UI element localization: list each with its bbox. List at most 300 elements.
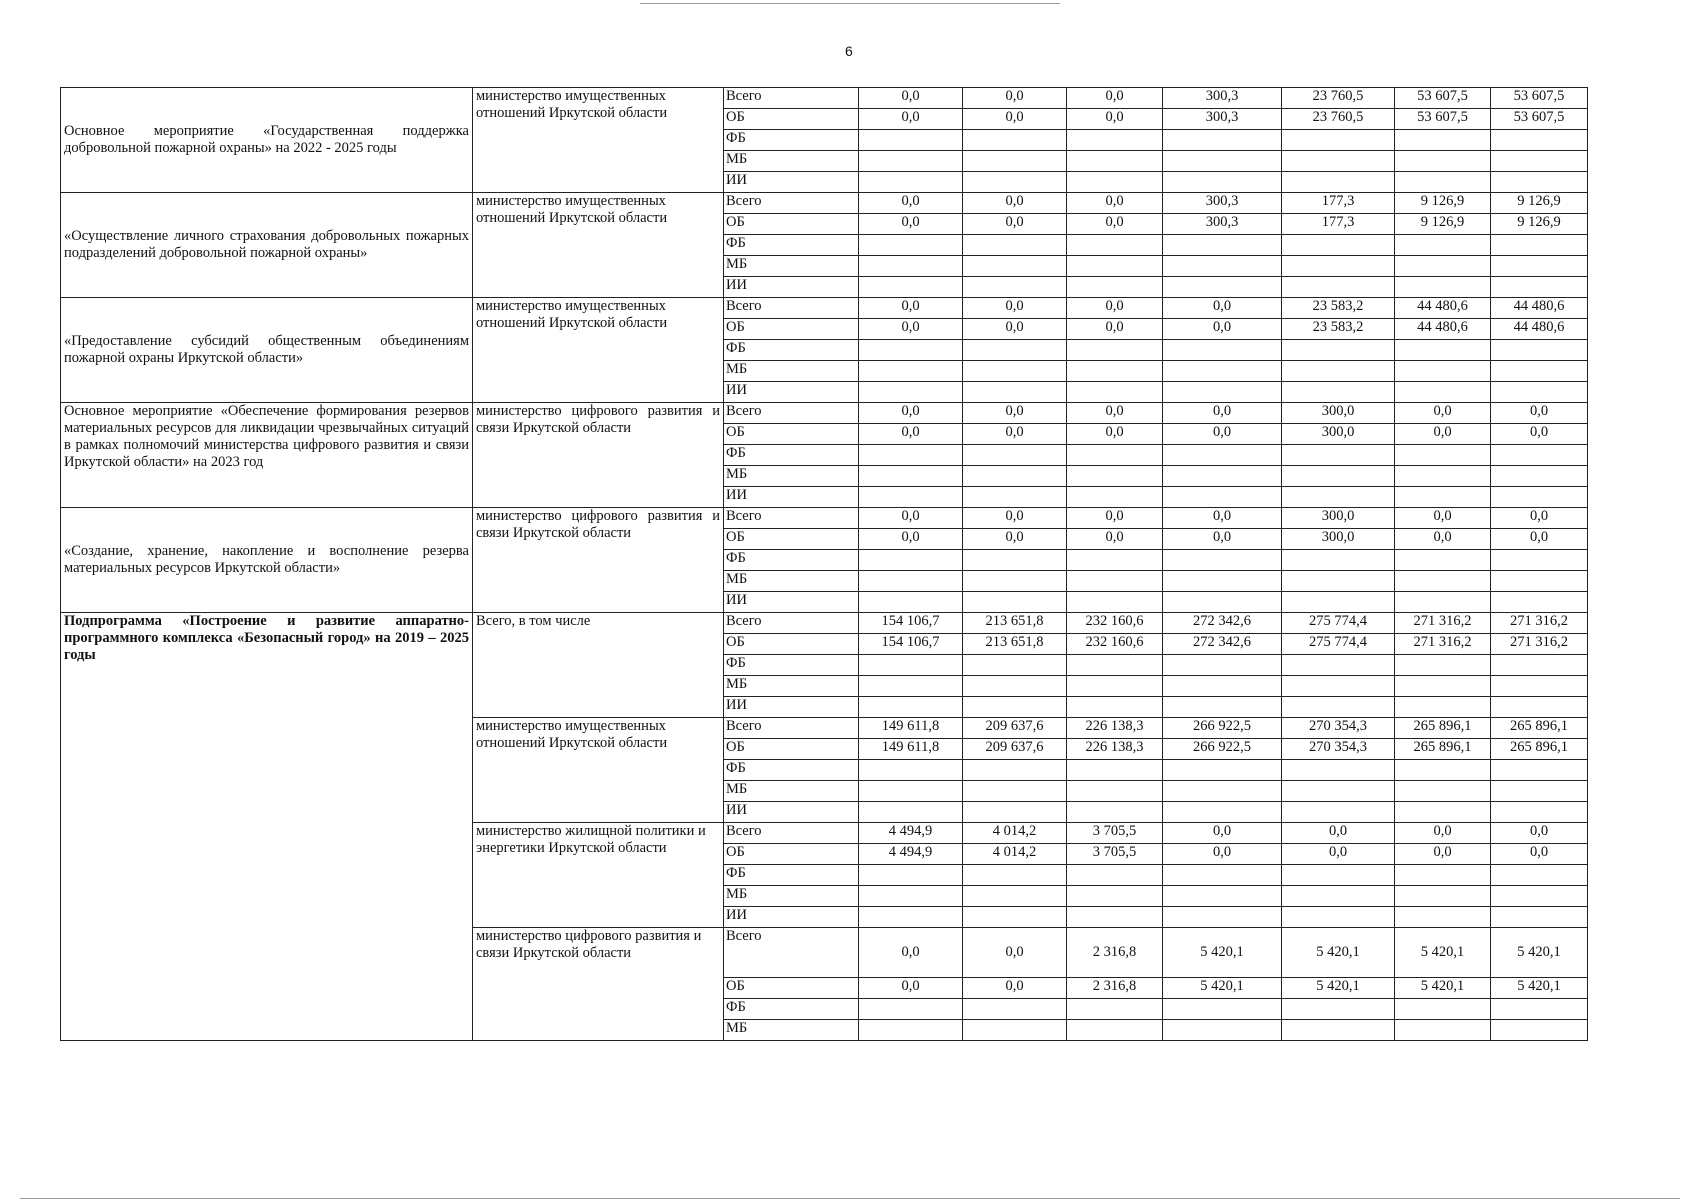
value-cell [859, 340, 963, 361]
value-cell [963, 172, 1067, 193]
value-cell [1163, 445, 1282, 466]
value-cell [1163, 676, 1282, 697]
value-cell [859, 571, 963, 592]
value-cell [963, 256, 1067, 277]
funding-source-cell: ИИ [724, 907, 859, 928]
value-cell [1067, 445, 1163, 466]
value-cell [1067, 151, 1163, 172]
value-cell [1395, 151, 1491, 172]
value-cell [1395, 340, 1491, 361]
funding-source-cell: Всего [724, 613, 859, 634]
value-cell [1491, 865, 1588, 886]
value-cell [1163, 130, 1282, 151]
value-cell: 0,0 [859, 928, 963, 978]
funding-source-cell: МБ [724, 256, 859, 277]
value-cell [859, 865, 963, 886]
value-cell: 0,0 [1067, 193, 1163, 214]
funding-source-cell: Всего [724, 823, 859, 844]
value-cell [1491, 235, 1588, 256]
value-cell: 0,0 [963, 319, 1067, 340]
value-cell: 177,3 [1282, 214, 1395, 235]
value-cell: 0,0 [963, 529, 1067, 550]
value-cell [1395, 802, 1491, 823]
value-cell [859, 235, 963, 256]
value-cell: 44 480,6 [1395, 319, 1491, 340]
value-cell: 232 160,6 [1067, 634, 1163, 655]
funding-source-cell: ФБ [724, 235, 859, 256]
value-cell: 5 420,1 [1163, 978, 1282, 999]
value-cell [963, 340, 1067, 361]
value-cell [1491, 445, 1588, 466]
funding-source-cell: ИИ [724, 382, 859, 403]
value-cell [1282, 655, 1395, 676]
value-cell: 300,3 [1163, 88, 1282, 109]
value-cell: 177,3 [1282, 193, 1395, 214]
value-cell: 2 316,8 [1067, 928, 1163, 978]
programme-cell: Основное мероприятие «Государственная поддержка добровольной пожарной охраны» на 2022 - 2025 годы [61, 88, 473, 193]
value-cell [1491, 172, 1588, 193]
value-cell: 0,0 [963, 298, 1067, 319]
value-cell: 5 420,1 [1491, 928, 1588, 978]
value-cell: 9 126,9 [1491, 193, 1588, 214]
value-cell: 5 420,1 [1491, 978, 1588, 999]
value-cell: 0,0 [963, 214, 1067, 235]
value-cell [1395, 907, 1491, 928]
value-cell [1067, 676, 1163, 697]
value-cell [1491, 256, 1588, 277]
value-cell: 232 160,6 [1067, 613, 1163, 634]
value-cell [1067, 382, 1163, 403]
value-cell: 272 342,6 [1163, 613, 1282, 634]
value-cell [859, 361, 963, 382]
funding-source-cell: Всего [724, 928, 859, 978]
value-cell: 5 420,1 [1282, 978, 1395, 999]
value-cell: 0,0 [859, 109, 963, 130]
value-cell [1395, 445, 1491, 466]
value-cell [859, 382, 963, 403]
value-cell [1491, 466, 1588, 487]
value-cell [1282, 676, 1395, 697]
value-cell: 44 480,6 [1491, 319, 1588, 340]
value-cell [963, 382, 1067, 403]
value-cell [963, 886, 1067, 907]
executor-cell: министерство имущественных отношений Иркутской области [473, 193, 724, 298]
executor-cell: министерство жилищной политики и энергетики Иркутской области [473, 823, 724, 928]
value-cell [1067, 277, 1163, 298]
value-cell [963, 277, 1067, 298]
funding-source-cell: ИИ [724, 277, 859, 298]
funding-source-cell: Всего [724, 298, 859, 319]
value-cell: 23 583,2 [1282, 298, 1395, 319]
value-cell [963, 697, 1067, 718]
value-cell [1282, 382, 1395, 403]
funding-source-cell: Всего [724, 718, 859, 739]
value-cell: 0,0 [1163, 319, 1282, 340]
value-cell: 5 420,1 [1282, 928, 1395, 978]
value-cell [963, 655, 1067, 676]
value-cell: 0,0 [1395, 508, 1491, 529]
value-cell: 213 651,8 [963, 613, 1067, 634]
value-cell: 0,0 [1067, 403, 1163, 424]
value-cell [1067, 655, 1163, 676]
funding-source-cell: ОБ [724, 978, 859, 999]
value-cell [1491, 802, 1588, 823]
value-cell: 5 420,1 [1395, 928, 1491, 978]
value-cell: 0,0 [1282, 823, 1395, 844]
value-cell [859, 1020, 963, 1041]
funding-source-cell: ФБ [724, 655, 859, 676]
table-row [61, 298, 1588, 319]
value-cell [1067, 340, 1163, 361]
value-cell: 300,0 [1282, 424, 1395, 445]
value-cell: 154 106,7 [859, 613, 963, 634]
value-cell: 4 494,9 [859, 844, 963, 865]
value-cell: 0,0 [963, 978, 1067, 999]
value-cell: 44 480,6 [1491, 298, 1588, 319]
funding-source-cell: МБ [724, 571, 859, 592]
value-cell: 53 607,5 [1395, 109, 1491, 130]
funding-source-cell: МБ [724, 361, 859, 382]
value-cell [1491, 361, 1588, 382]
value-cell: 0,0 [1067, 88, 1163, 109]
value-cell: 0,0 [1491, 844, 1588, 865]
funding-source-cell: МБ [724, 466, 859, 487]
value-cell: 0,0 [859, 88, 963, 109]
funding-source-cell: Всего [724, 193, 859, 214]
value-cell: 271 316,2 [1395, 634, 1491, 655]
scan-line-bottom [20, 1198, 1680, 1199]
value-cell [1395, 999, 1491, 1020]
value-cell [1163, 277, 1282, 298]
value-cell [1282, 781, 1395, 802]
value-cell: 0,0 [963, 508, 1067, 529]
value-cell: 275 774,4 [1282, 613, 1395, 634]
value-cell [859, 466, 963, 487]
value-cell [1067, 550, 1163, 571]
value-cell [1395, 781, 1491, 802]
value-cell: 0,0 [859, 319, 963, 340]
value-cell: 154 106,7 [859, 634, 963, 655]
programme-cell: «Создание, хранение, накопление и восполнение резерва материальных ресурсов Иркутской области» [61, 508, 473, 613]
value-cell [1282, 151, 1395, 172]
value-cell [963, 907, 1067, 928]
value-cell [1395, 130, 1491, 151]
value-cell [1163, 1020, 1282, 1041]
value-cell: 270 354,3 [1282, 739, 1395, 760]
value-cell [1163, 550, 1282, 571]
executor-cell: министерство имущественных отношений Иркутской области [473, 298, 724, 403]
value-cell [963, 550, 1067, 571]
executor-cell: министерство имущественных отношений Иркутской области [473, 88, 724, 193]
programme-cell: Подпрограмма «Построение и развитие аппаратно-программного комплекса «Безопасный город» на 2019 – 2025 годы [61, 613, 473, 1041]
value-cell: 0,0 [859, 298, 963, 319]
value-cell [1491, 571, 1588, 592]
funding-source-cell: ИИ [724, 697, 859, 718]
value-cell [1282, 571, 1395, 592]
value-cell [1067, 697, 1163, 718]
value-cell: 265 896,1 [1395, 718, 1491, 739]
value-cell: 0,0 [859, 529, 963, 550]
funding-source-cell: ФБ [724, 865, 859, 886]
value-cell [1067, 1020, 1163, 1041]
value-cell [859, 277, 963, 298]
value-cell: 226 138,3 [1067, 718, 1163, 739]
value-cell: 149 611,8 [859, 739, 963, 760]
value-cell [859, 592, 963, 613]
executor-cell: министерство имущественных отношений Иркутской области [473, 718, 724, 823]
value-cell [859, 886, 963, 907]
funding-source-cell: ФБ [724, 445, 859, 466]
funding-source-cell: ИИ [724, 172, 859, 193]
value-cell [1067, 172, 1163, 193]
funding-source-cell: ФБ [724, 760, 859, 781]
value-cell [1067, 256, 1163, 277]
value-cell: 0,0 [859, 193, 963, 214]
value-cell [963, 592, 1067, 613]
page-number: 6 [845, 43, 853, 59]
value-cell [1282, 802, 1395, 823]
value-cell: 0,0 [1163, 529, 1282, 550]
value-cell [963, 999, 1067, 1020]
value-cell [1282, 235, 1395, 256]
value-cell: 0,0 [963, 424, 1067, 445]
value-cell [1067, 235, 1163, 256]
value-cell [1163, 655, 1282, 676]
value-cell: 9 126,9 [1491, 214, 1588, 235]
value-cell [859, 907, 963, 928]
value-cell: 0,0 [1067, 529, 1163, 550]
value-cell: 0,0 [1163, 823, 1282, 844]
value-cell [1067, 760, 1163, 781]
value-cell: 4 014,2 [963, 823, 1067, 844]
value-cell [859, 697, 963, 718]
value-cell [1282, 886, 1395, 907]
funding-source-cell: ИИ [724, 802, 859, 823]
programme-cell: «Предоставление субсидий общественным объединениям пожарной охраны Иркутской области» [61, 298, 473, 403]
value-cell: 0,0 [1163, 508, 1282, 529]
scan-line-top [640, 3, 1060, 4]
value-cell [1067, 781, 1163, 802]
value-cell [1067, 907, 1163, 928]
value-cell: 4 014,2 [963, 844, 1067, 865]
value-cell: 23 760,5 [1282, 109, 1395, 130]
value-cell [1282, 592, 1395, 613]
table-row [61, 613, 1588, 634]
value-cell: 266 922,5 [1163, 718, 1282, 739]
value-cell [1491, 655, 1588, 676]
value-cell [1282, 130, 1395, 151]
funding-source-cell: ИИ [724, 592, 859, 613]
funding-source-cell: МБ [724, 1020, 859, 1041]
value-cell [1491, 550, 1588, 571]
value-cell [963, 487, 1067, 508]
value-cell [1163, 802, 1282, 823]
value-cell [1163, 999, 1282, 1020]
value-cell: 44 480,6 [1395, 298, 1491, 319]
value-cell [963, 1020, 1067, 1041]
funding-source-cell: Всего [724, 508, 859, 529]
value-cell [1491, 676, 1588, 697]
value-cell [1163, 592, 1282, 613]
value-cell [1067, 130, 1163, 151]
value-cell [1163, 466, 1282, 487]
value-cell [1491, 382, 1588, 403]
value-cell: 0,0 [1163, 403, 1282, 424]
value-cell: 0,0 [963, 88, 1067, 109]
value-cell: 271 316,2 [1395, 613, 1491, 634]
value-cell [1067, 865, 1163, 886]
funding-source-cell: Всего [724, 88, 859, 109]
value-cell: 0,0 [1491, 529, 1588, 550]
value-cell [1491, 592, 1588, 613]
value-cell [1395, 382, 1491, 403]
value-cell [1282, 999, 1395, 1020]
value-cell [963, 676, 1067, 697]
value-cell [1163, 865, 1282, 886]
programme-cell: Основное мероприятие «Обеспечение формирования резервов материальных ресурсов для ликвидации чрезвычайных ситуаций в рамках полномочий министерства цифрового развития и связи Иркутской области» на 2023 год [61, 403, 473, 508]
value-cell [1163, 151, 1282, 172]
funding-source-cell: ФБ [724, 130, 859, 151]
value-cell [1067, 886, 1163, 907]
value-cell [1282, 172, 1395, 193]
value-cell [963, 235, 1067, 256]
value-cell [1163, 361, 1282, 382]
funding-source-cell: ОБ [724, 529, 859, 550]
value-cell [1163, 907, 1282, 928]
value-cell [1163, 256, 1282, 277]
value-cell [1395, 550, 1491, 571]
value-cell [1395, 865, 1491, 886]
funding-source-cell: ИИ [724, 487, 859, 508]
value-cell [859, 802, 963, 823]
value-cell: 300,3 [1163, 214, 1282, 235]
value-cell [1395, 172, 1491, 193]
table-row [61, 193, 1588, 214]
value-cell [963, 361, 1067, 382]
value-cell [1395, 235, 1491, 256]
value-cell [1163, 760, 1282, 781]
value-cell [1491, 340, 1588, 361]
value-cell [963, 151, 1067, 172]
value-cell: 271 316,2 [1491, 613, 1588, 634]
executor-cell: министерство цифрового развития и связи Иркутской области [473, 508, 724, 613]
table-row [61, 403, 1588, 424]
value-cell: 300,0 [1282, 403, 1395, 424]
value-cell: 0,0 [1067, 214, 1163, 235]
value-cell [1395, 697, 1491, 718]
value-cell [1163, 340, 1282, 361]
value-cell [1282, 550, 1395, 571]
value-cell [963, 802, 1067, 823]
value-cell [1395, 592, 1491, 613]
value-cell [1395, 487, 1491, 508]
value-cell [1282, 256, 1395, 277]
value-cell [1491, 487, 1588, 508]
value-cell [1067, 999, 1163, 1020]
value-cell: 53 607,5 [1395, 88, 1491, 109]
funding-source-cell: ОБ [724, 634, 859, 655]
value-cell [1067, 592, 1163, 613]
value-cell: 0,0 [1395, 529, 1491, 550]
value-cell: 0,0 [859, 214, 963, 235]
value-cell: 0,0 [1395, 823, 1491, 844]
value-cell: 209 637,6 [963, 718, 1067, 739]
value-cell: 0,0 [1491, 823, 1588, 844]
value-cell [1163, 697, 1282, 718]
value-cell: 0,0 [859, 403, 963, 424]
value-cell [1491, 999, 1588, 1020]
value-cell [1282, 1020, 1395, 1041]
value-cell: 5 420,1 [1163, 928, 1282, 978]
value-cell [1491, 886, 1588, 907]
value-cell: 0,0 [1067, 424, 1163, 445]
value-cell [1491, 760, 1588, 781]
value-cell [1491, 277, 1588, 298]
value-cell: 0,0 [1163, 424, 1282, 445]
value-cell: 0,0 [963, 403, 1067, 424]
value-cell [1395, 361, 1491, 382]
value-cell [1163, 382, 1282, 403]
executor-cell: министерство цифрового развития и связи Иркутской области [473, 403, 724, 508]
value-cell [859, 655, 963, 676]
funding-source-cell: МБ [724, 676, 859, 697]
funding-source-cell: МБ [724, 151, 859, 172]
value-cell: 226 138,3 [1067, 739, 1163, 760]
value-cell: 0,0 [1491, 508, 1588, 529]
value-cell [1395, 1020, 1491, 1041]
value-cell [1395, 256, 1491, 277]
value-cell [859, 676, 963, 697]
value-cell [963, 130, 1067, 151]
value-cell: 271 316,2 [1491, 634, 1588, 655]
value-cell [1282, 907, 1395, 928]
value-cell [963, 760, 1067, 781]
funding-source-cell: ОБ [724, 424, 859, 445]
programme-cell: «Осуществление личного страхования добровольных пожарных подразделений добровольной пожарной охраны» [61, 193, 473, 298]
value-cell: 0,0 [1067, 298, 1163, 319]
value-cell [1395, 466, 1491, 487]
funding-source-cell: ОБ [724, 109, 859, 130]
financing-table-body [61, 88, 1588, 1041]
value-cell: 23 583,2 [1282, 319, 1395, 340]
value-cell: 0,0 [1491, 403, 1588, 424]
value-cell [1163, 571, 1282, 592]
value-cell [1282, 445, 1395, 466]
value-cell [859, 130, 963, 151]
value-cell [1395, 277, 1491, 298]
value-cell [1395, 886, 1491, 907]
value-cell: 0,0 [1395, 844, 1491, 865]
value-cell [1163, 781, 1282, 802]
value-cell [859, 172, 963, 193]
value-cell: 0,0 [1395, 403, 1491, 424]
value-cell: 300,0 [1282, 529, 1395, 550]
value-cell [1163, 172, 1282, 193]
value-cell [1491, 781, 1588, 802]
value-cell: 3 705,5 [1067, 823, 1163, 844]
value-cell [963, 571, 1067, 592]
value-cell [859, 445, 963, 466]
value-cell [1282, 361, 1395, 382]
value-cell: 23 760,5 [1282, 88, 1395, 109]
value-cell: 149 611,8 [859, 718, 963, 739]
value-cell: 300,0 [1282, 508, 1395, 529]
funding-source-cell: ФБ [724, 999, 859, 1020]
value-cell: 9 126,9 [1395, 214, 1491, 235]
value-cell: 2 316,8 [1067, 978, 1163, 999]
value-cell: 0,0 [1163, 298, 1282, 319]
value-cell: 300,3 [1163, 193, 1282, 214]
